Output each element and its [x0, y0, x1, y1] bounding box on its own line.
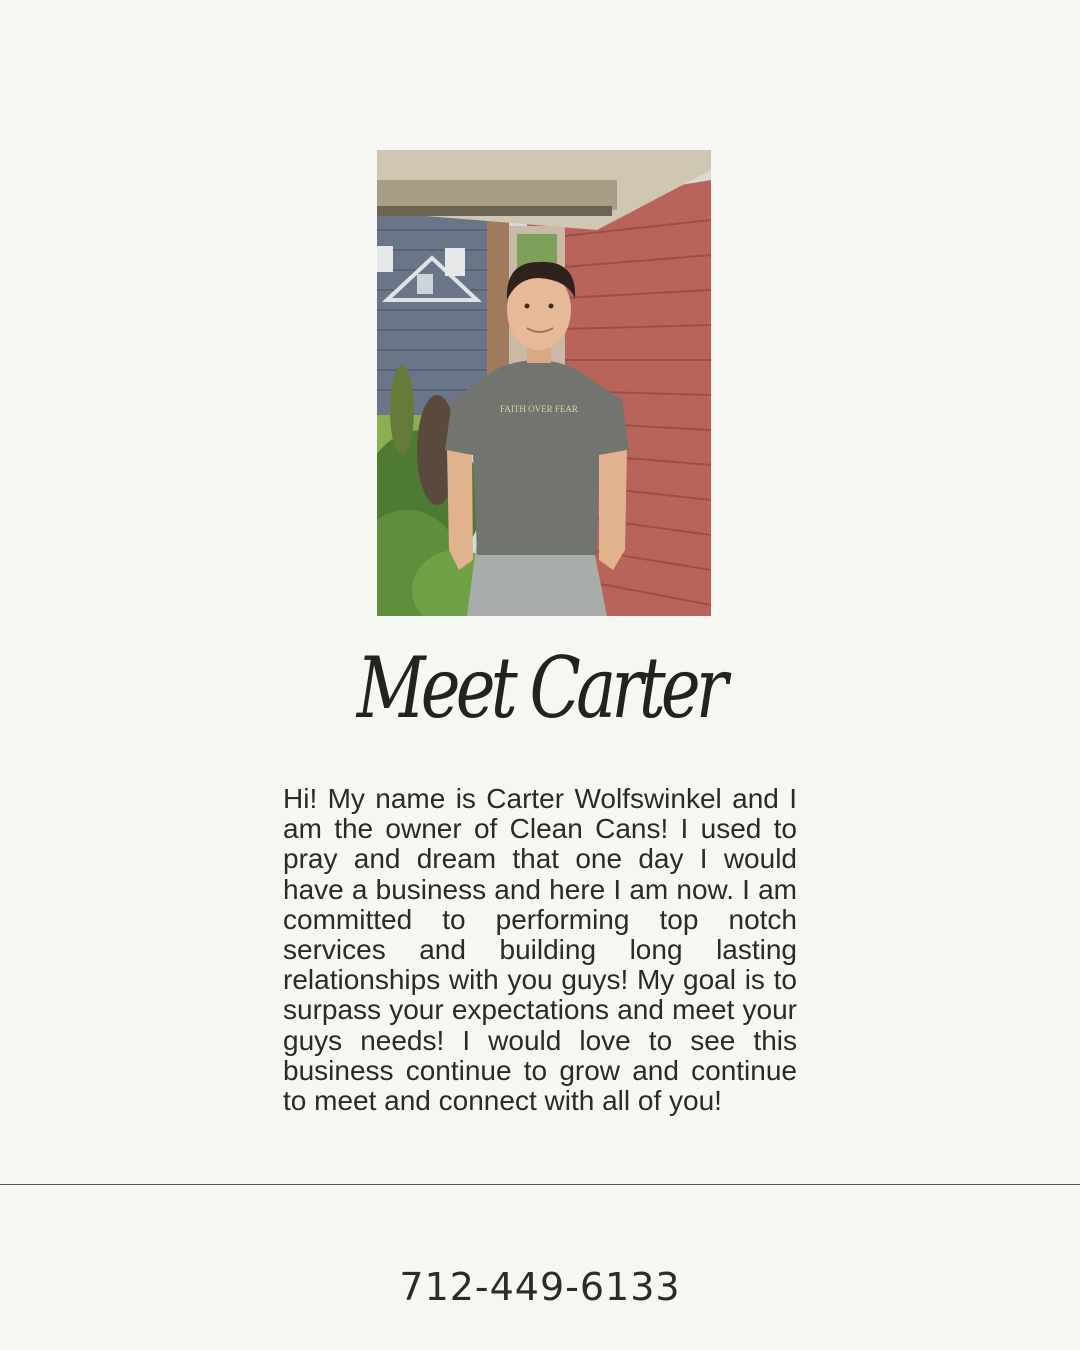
- section-divider: [0, 1184, 1080, 1185]
- bio-paragraph: Hi! My name is Carter Wolfswinkel and I am the owner of Clean Cans! I used to pray and dream that one day I would have a business and here I am now. I am committed to performing top notch services and building long lasting relationships with you guys! My goal is to surpass your expectations and meet your guys needs! I would love to see this business continue to grow and continue to meet and connect with all of you!: [283, 783, 797, 1117]
- portrait-illustration: [377, 150, 711, 616]
- phone-number[interactable]: 712-449-6133: [399, 1265, 681, 1309]
- portrait-photo: [377, 150, 711, 616]
- svg-text:FAITH OVER FEAR: FAITH OVER FEAR: [500, 404, 578, 414]
- page-title: Meet Carter: [356, 639, 724, 737]
